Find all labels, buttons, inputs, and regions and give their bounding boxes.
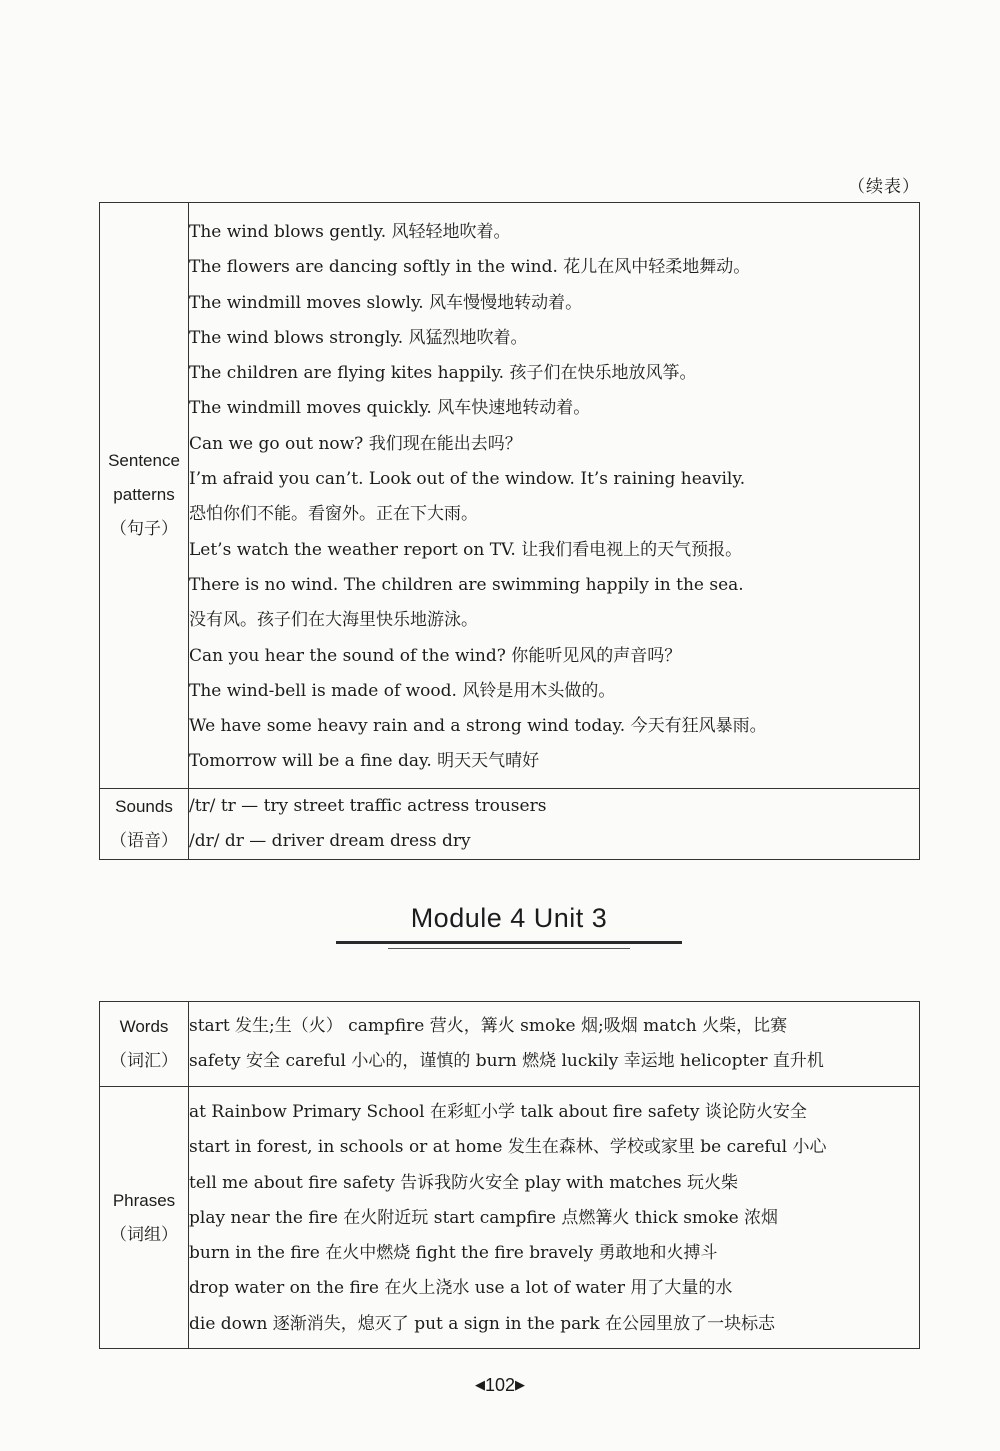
sounds-list [189, 788, 920, 859]
sounds-line: /dr/ dr — driver dream dress dry [189, 830, 471, 851]
section-heading [336, 896, 682, 949]
phrases-label: Phrases （词组） [100, 1087, 189, 1349]
sentence-line: The windmill moves slowly. 风车慢慢地转动着。 [189, 292, 583, 313]
phrase-line: drop water on the fire 在火上浇水 use a lot of water 用了大量的水 [189, 1278, 733, 1299]
sentence-line: 恐怕你们不能。看窗外。正在下大雨。 [189, 504, 478, 525]
right-arrow-icon: ▶ [515, 1377, 526, 1392]
continued-label: （续表） [848, 177, 920, 197]
words-list [189, 1002, 920, 1087]
sounds-row [100, 788, 920, 859]
sentence-line: The windmill moves quickly. 风车快速地转动着。 [189, 398, 591, 419]
sentence-line: Let’s watch the weather report on TV. 让我们看电视上的天气预报。 [189, 539, 743, 560]
sentence-patterns-label: Sentence patterns （句子） [100, 203, 189, 789]
phrase-line: play near the fire 在火附近玩 start campfire 点燃篝火 thick smoke 浓烟 [189, 1207, 779, 1228]
words-line: start 发生;生（火） campfire 营火，篝火 smoke 烟;吸烟 match 火柴，比赛 [189, 1016, 788, 1036]
phrases-row [100, 1087, 920, 1349]
sentence-line: The wind-bell is made of wood. 风铃是用木头做的。 [189, 680, 616, 701]
sentences-sounds-table [99, 202, 920, 860]
heading-underline-thin [388, 948, 630, 949]
phrase-line: tell me about fire safety 告诉我防火安全 play with matches 玩火柴 [189, 1172, 738, 1193]
words-label: Words （词汇） [100, 1002, 189, 1087]
sentence-line: The wind blows strongly. 风猛烈地吹着。 [189, 327, 528, 348]
sentence-line: Can you hear the sound of the wind? 你能听见风的声音吗？ [189, 645, 682, 666]
left-arrow-icon: ◀ [474, 1377, 485, 1392]
sentence-patterns-row [100, 203, 920, 789]
module-unit-title: Module 4 Unit 3 [410, 903, 608, 933]
words-row [100, 1002, 920, 1087]
sentence-line: We have some heavy rain and a strong wind today. 今天有狂风暴雨。 [189, 716, 767, 737]
sentence-list [189, 203, 920, 789]
sentence-line: Tomorrow will be a fine day. 明天天气晴好 [189, 751, 540, 772]
sentence-line: The flowers are dancing softly in the wind. 花儿在风中轻柔地舞动。 [189, 257, 751, 278]
words-line: safety 安全 careful 小心的，谨慎的 burn 燃烧 luckily 幸运地 helicopter 直升机 [189, 1051, 824, 1071]
sentence-line: 没有风。孩子们在大海里快乐地游泳。 [189, 610, 478, 631]
sentence-line: The wind blows gently. 风轻轻地吹着。 [189, 222, 511, 242]
words-phrases-table [99, 1001, 920, 1349]
sentence-line: Can we go out now? 我们现在能出去吗？ [189, 433, 522, 454]
heading-underline [336, 941, 682, 944]
sentence-line: There is no wind. The children are swimming happily in the sea. [189, 574, 744, 595]
phrase-line: burn in the fire 在火中燃烧 fight the fire bravely 勇敢地和火搏斗 [189, 1243, 718, 1264]
phrase-line: start in forest, in schools or at home 发生在森林、学校或家里 be careful 小心 [189, 1137, 827, 1158]
phrase-line: at Rainbow Primary School 在彩虹小学 talk about fire safety 谈论防火安全 [189, 1102, 807, 1122]
page-number: ◀102▶ [474, 1375, 526, 1395]
sounds-line: /tr/ tr — try street traffic actress trousers [189, 795, 547, 816]
phrase-line: die down 逐渐消失，熄灭了 put a sign in the park 在公园里放了一块标志 [189, 1313, 776, 1334]
sounds-label: Sounds （语音） [100, 788, 189, 859]
phrases-list [189, 1087, 920, 1349]
sentence-line: The children are flying kites happily. 孩子们在快乐地放风筝。 [189, 363, 697, 384]
sentence-line: I’m afraid you can’t. Look out of the window. It’s raining heavily. [189, 469, 746, 490]
